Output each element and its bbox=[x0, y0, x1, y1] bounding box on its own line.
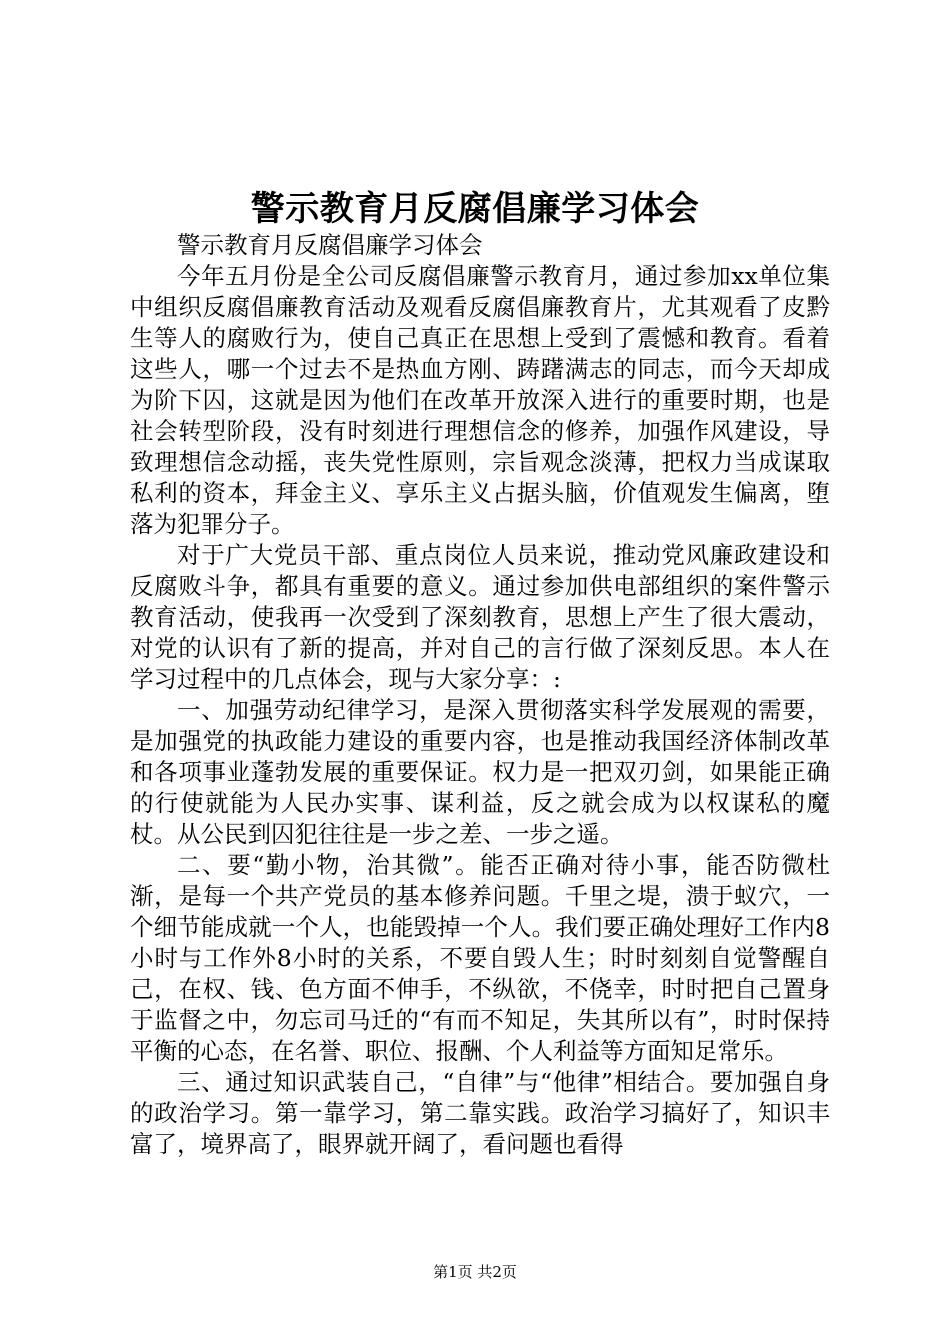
body-paragraph: 对于广大党员干部、重点岗位人员来说，推动党风廉政建设和反腐败斗争，都具有重要的意义。通过参加供电部组织的案件警示教育活动，使我再一次受到了深刻教育，思想上产生了很大震动，对党的认识有了新的提高，并对自己的言行做了深刻反思。本人在学习过程中的几点体会，现与大家分享：: bbox=[130, 541, 830, 693]
page-title: 警示教育月反腐倡廉学习体会 bbox=[250, 189, 700, 229]
body-paragraph: 一、加强劳动纪律学习，是深入贯彻落实科学发展观的需要，是加强党的执政能力建设的重要内容，也是推动我国经济体制改革和各项事业蓬勃发展的重要保证。权力是一把双刃剑，如果能正确的行使就能为人民办实事、谋利益，反之就会成为以权谋私的魔杖。从公民到囚犯往往是一步之差、一步之遥。 bbox=[130, 696, 830, 848]
body-paragraph: 二、要“勤小物，治其微”。能否正确对待小事，能否防微杜渐，是每一个共产党员的基本修养问题。千里之堤，溃于蚁穴，一个细节能成就一个人，也能毁掉一个人。我们要正确处理好工作内8小时与工作外8小时的关系，不要自毁人生；时时刻刻自觉警醒自己，在权、钱、色方面不伸手，不纵欲，不侥幸，时时把自己置身于监督之中，勿忘司马迁的“有而不知足，失其所以有”，时时保持平衡的心态，在名誉、职位、报酬、个人利益等方面知足常乐。 bbox=[130, 851, 830, 1065]
subtitle-paragraph: 警示教育月反腐倡廉学习体会 bbox=[177, 231, 483, 259]
body-paragraph: 今年五月份是全公司反腐倡廉警示教育月，通过参加xx单位集中组织反腐倡廉教育活动及观看反腐倡廉教育片，尤其观看了皮黔生等人的腐败行为，使自己真正在思想上受到了震憾和教育。看着这些人，哪一个过去不是热血方刚、踌躇满志的同志，而今天却成为阶下囚，这就是因为他们在改革开放深入进行的重要时期，也是社会转型阶段，没有时刻进行理想信念的修养，加强作风建设，导致理想信念动摇，丧失党性原则，宗旨观念淡薄，把权力当成谋取私利的资本，拜金主义、享乐主义占据头脑，价值观发生偏离，堕落为犯罪分子。 bbox=[130, 262, 830, 538]
document-body bbox=[130, 230, 830, 1160]
body-paragraph: 三、通过知识武装自己，“自律”与“他律”相结合。要加强自身的政治学习。第一靠学习，第二靠实践。政治学习搞好了，知识丰富了，境界高了，眼界就开阔了，看问题也看得 bbox=[130, 1068, 830, 1158]
page-number-footer: 第1页 共2页 bbox=[433, 1263, 517, 1281]
